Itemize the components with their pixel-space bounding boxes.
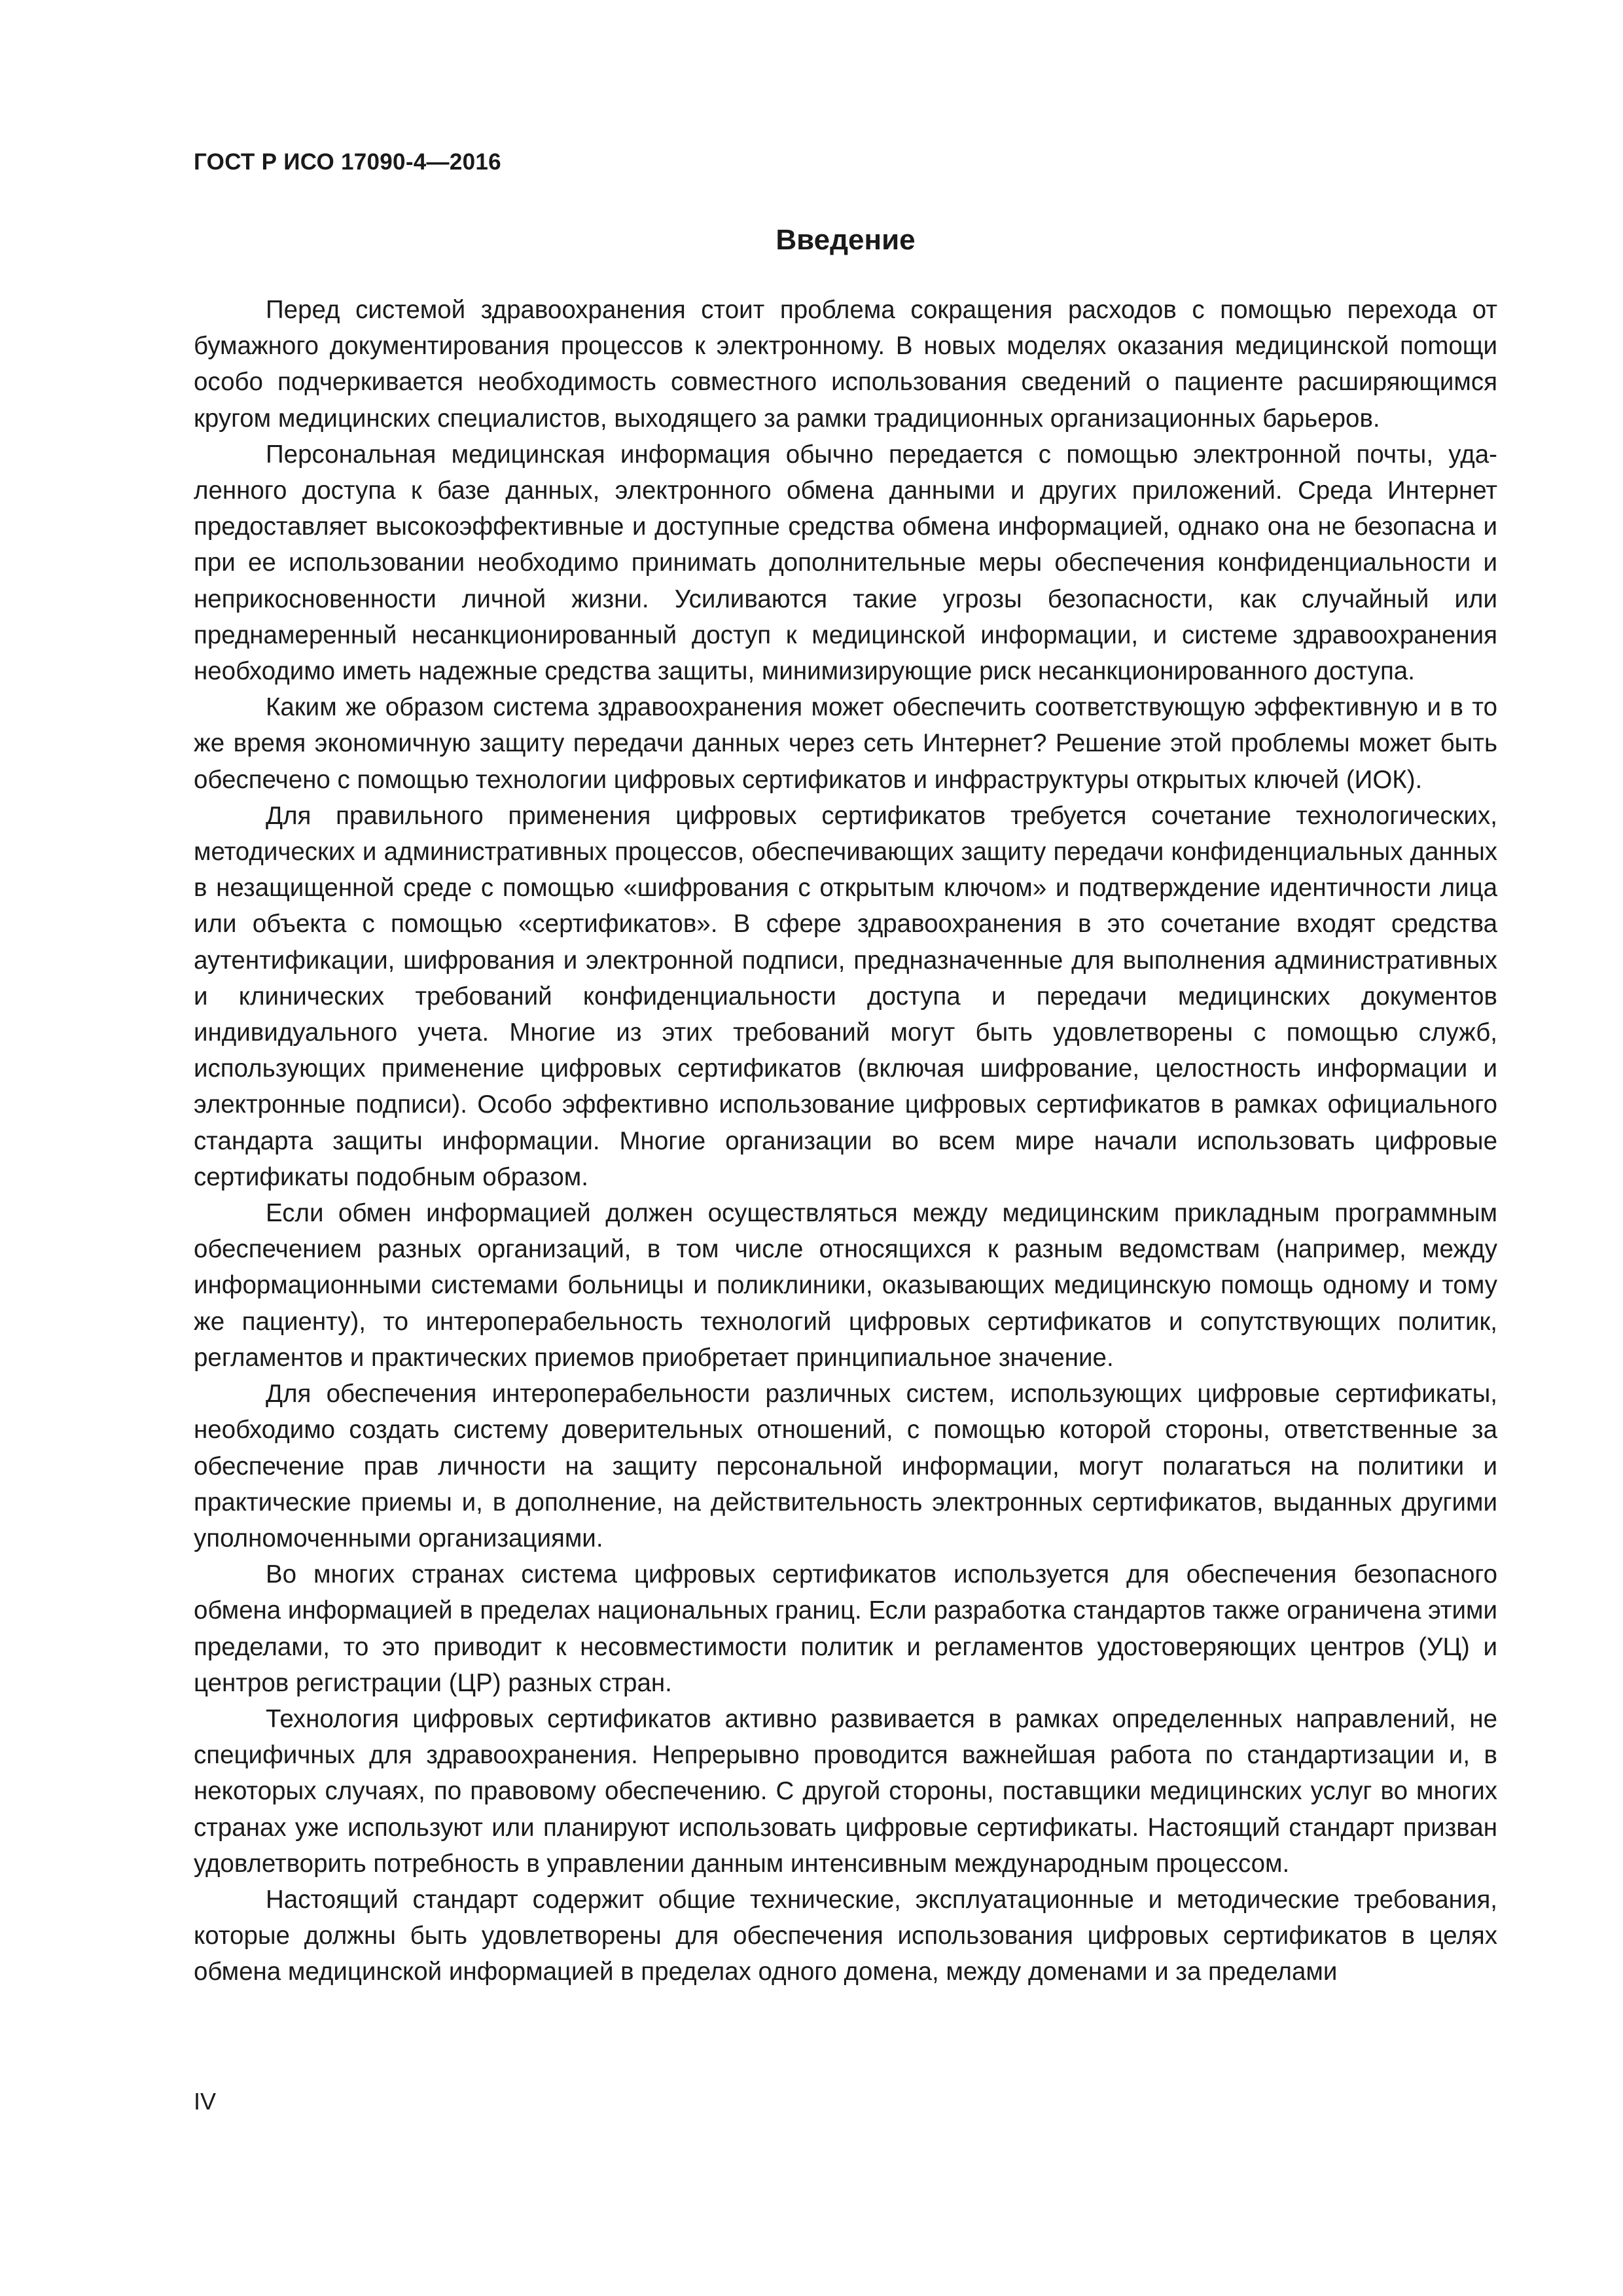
paragraph: Для обеспечения интероперабельности различных систем, использующих цифровые сертификаты, необходимо создать систему доверительных отношений, с помощью которой стороны, ответственные за обеспечение прав личности на защиту персональной информации, могут полагаться на политики и практические приемы и, в дополнение, на действительность электронных сертификатов, выданных другими уполномоченными организациями. <box>194 1380 1497 1552</box>
paragraph: Если обмен информацией должен осуществляться между медицинским прикладным программным обеспечением разных организаций, в том числе относящихся к разным ведомствам (например, между информационными системами больницы и поликлиники, оказывающих медицинскую помощь одному и тому же пациенту), то интероперабельность технологий цифровых сертификатов и сопутствующих политик, регламентов и практических приемов приобретает принципиальное значение. <box>194 1199 1497 1372</box>
paragraph: Настоящий стандарт содержит общие технические, эксплуатационные и методические требования, которые должны быть удовлетворены для обеспечения использования цифровых сертификатов в целях обмена медицинской информацией в пределах одного домена, между доменами и за пределами <box>194 1885 1497 1986</box>
paragraph: Во многих странах система цифровых сертификатов используется для обеспечения безопасного обмена информацией в пределах национальных границ. Если разработка стандартов также ограничена этими пределами, то это приводит к несовместимости политик и регламентов удостоверяющих центров (УЦ) и центров регистрации (ЦР) разных стран. <box>194 1560 1497 1697</box>
paragraph: Технология цифровых сертификатов активно развивается в рамках определенных направлений, не специфичных для здравоохранения. Непрерывно проводится важнейшая работа по стандартизации и, в некоторых случаях, по правовому обеспечению. С другой стороны, поставщики медицинских услуг во многих странах уже используют или планируют использовать цифровые сертификаты. Настоящий стандарт призван удовлетворить потребность в управлении данным интенсивным международным процессом. <box>194 1704 1497 1878</box>
paragraph: Каким же образом система здравоохранения может обеспечить соответствующую эффективную и в то же время экономичную защиту передачи данных через сеть Интернет? Решение этой проблемы может быть обеспечено с помощью технологии цифровых сертификатов и инфраструктуры открытых ключей (ИОК). <box>194 693 1497 794</box>
section-title: Введение <box>776 224 916 256</box>
paragraph: Перед системой здравоохранения стоит проблема сокращения расходов с помощью перехода от бумажного документирования процессов к электронному. В новых моделях оказания медицинской поmощи особо подчеркивается необходимость совместного использования сведений о пациенте расширяющимся кругом медицинских специалистов, выходящего за рамки традиционных организационных барьеров. <box>194 296 1497 433</box>
page-number: IV <box>194 2088 217 2115</box>
paragraph: Персональная медицинская информация обычно передается с помощью электронной почты, удаленного доступа к базе данных, электронного обмена данными и других приложений. Среда Интернет предоставляет высокоэффективные и доступные средства обмена информацией, однако она не безопасна и при ее использовании необходимо принимать дополнительные меры обеспечения конфиденциальности и неприкосновенности личной жизни. Усиливаются такие угрозы безопасности, как случайный или преднамеренный несанкционированный доступ к медицинской информации, и системе здравоохранения необходимо иметь надежные средства защиты, минимизирующие риск несанкционированного доступа. <box>194 440 1497 686</box>
paragraph: Для правильного применения цифровых сертификатов требуется сочетание технологических, методических и административных процессов, обеспечивающих защиту передачи конфиденциальных данных в незащищенной среде с помощью «шифрования с открытым ключом» и подтверждение идентичности лица или объекта с помощью «сертификатов». В сфере здравоохранения в это сочетание входят средства аутентификации, шифрования и электронной подписи, предназначенные для выполнения административных и клинических требований конфиденциальности доступа и передачи медицинских документов индивидуального учета. Многие из этих требований могут быть удовлетворены с помощью служб, использующих применение цифровых сертификатов (включая шифрование, целостность информации и электронные подписи). Особо эффективно использование цифровых сертификатов в рамках официального стандарта защиты информации. Многие организации во всем мире начали использовать цифровые сертификаты подобным образом. <box>194 801 1497 1191</box>
body-text <box>194 292 1497 1990</box>
document-header: ГОСТ Р ИСО 17090-4—2016 <box>194 149 501 175</box>
